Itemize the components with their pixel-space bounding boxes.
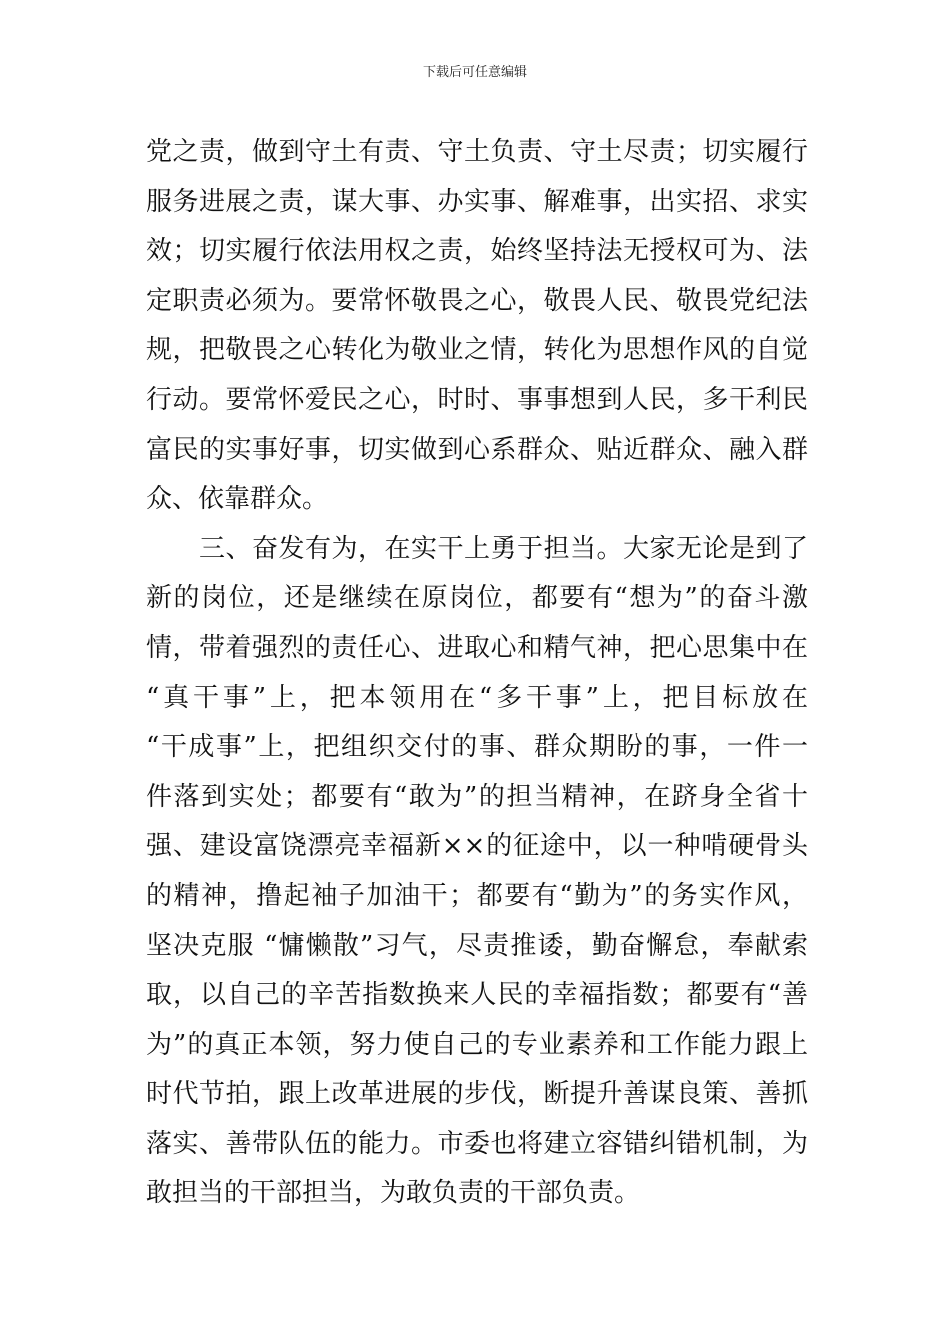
document-body — [146, 128, 808, 1219]
body-text-line: 取，以自己的辛苦指数换来人民的幸福指数；都要有“善 — [146, 980, 808, 1011]
body-text-line: 落实、善带队伍的能力。市委也将建立容错纠错机制，为 — [146, 1128, 808, 1159]
body-text-line: 三、奋发有为，在实干上勇于担当。大家无论是到了 — [146, 533, 808, 564]
body-text-line: 富民的实事好事，切实做到心系群众、贴近群众、融入群 — [146, 434, 808, 465]
body-text-line: 件落到实处；都要有“敢为”的担当精神，在跻身全省十 — [146, 781, 808, 812]
body-text-line: 时代节拍，跟上改革进展的步伐，断提升善谋良策、善抓 — [146, 1079, 808, 1110]
body-text-line: “真干事”上，把本领用在“多干事”上，把目标放在 — [146, 682, 808, 713]
body-text-line: “干成事”上，把组织交付的事、群众期盼的事，一件一 — [146, 732, 808, 763]
body-text-line: 新的岗位，还是继续在原岗位，都要有“想为”的奋斗激 — [146, 583, 808, 614]
body-text-line: 行动。要常怀爱民之心，时时、事事想到人民，多干利民 — [146, 384, 808, 415]
body-text-line: 效；切实履行依法用权之责，始终坚持法无授权可为、法 — [146, 236, 808, 267]
body-text-line: 规，把敬畏之心转化为敬业之情，转化为思想作风的自觉 — [146, 335, 808, 366]
body-text-line: 服务进展之责，谋大事、办实事、解难事，出实招、求实 — [146, 186, 808, 217]
body-text-line: 众、依靠群众。 — [146, 484, 329, 515]
body-text-line: 为”的真正本领，努力使自己的专业素养和工作能力跟上 — [146, 1029, 808, 1060]
body-text-line: 强、建设富饶漂亮幸福新××的征途中，以一种啃硬骨头 — [146, 831, 808, 862]
body-text-line: 敢担当的干部担当，为敢负责的干部负责。 — [146, 1178, 641, 1209]
body-text-line: 情，带着强烈的责任心、进取心和精气神，把心思集中在 — [146, 632, 808, 663]
body-text-line: 的精神，撸起袖子加油干；都要有“勤为”的务实作风， — [146, 880, 808, 911]
body-text-line: 定职责必须为。要常怀敬畏之心，敬畏人民、敬畏党纪法 — [146, 285, 808, 316]
body-text-line: 坚决克服 “慵懒散”习气，尽责推诿，勤奋懈怠，奉献索 — [146, 930, 808, 961]
body-text-line: 党之责，做到守土有责、守土负责、守土尽责；切实履行 — [146, 137, 808, 167]
page-header: 下载后可任意编辑 — [422, 65, 527, 80]
